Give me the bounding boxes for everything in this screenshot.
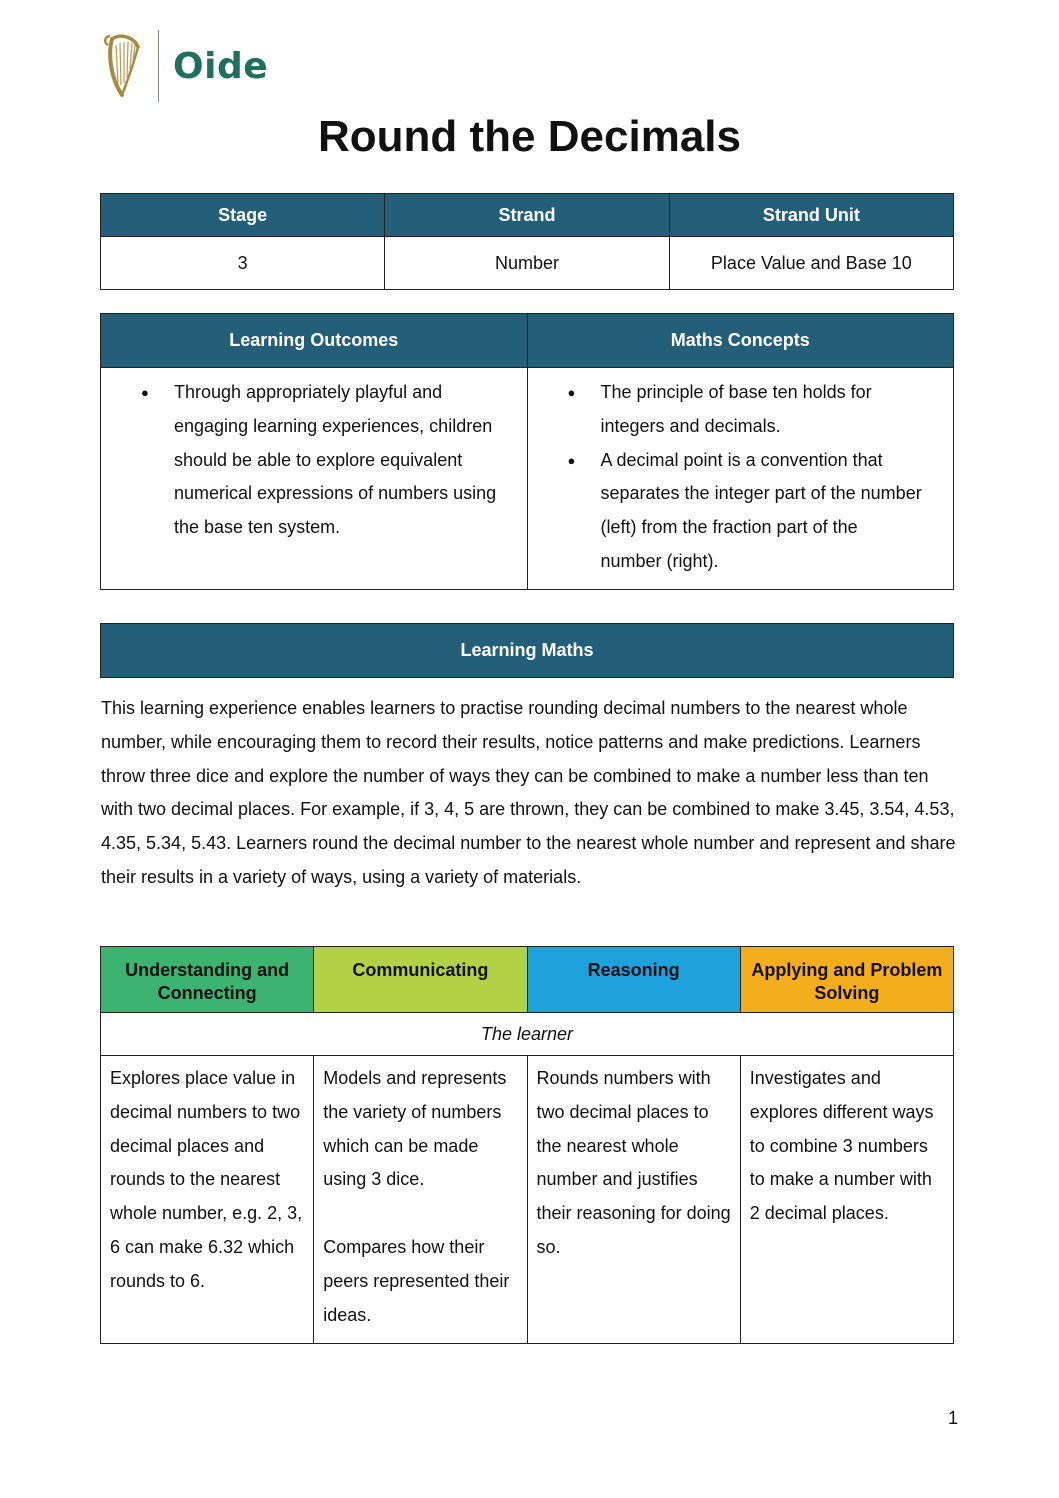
understanding-header: Understanding and Connecting <box>101 947 314 1013</box>
learning-outcome-item: ● Through appropriately playful and engaging learning experiences, children should be able to explore equivalent numerical expressions of numbers using the base ten system. <box>141 376 497 545</box>
strand-header: Strand <box>385 194 669 237</box>
page-number: 1 <box>947 1408 958 1428</box>
reasoning-header: Reasoning <box>527 947 740 1013</box>
communicating-text-2: Compares how their peers represented their ideas. <box>323 1236 510 1325</box>
learning-maths-paragraph: This learning experience enables learners to practise rounding decimal numbers to the nearest whole number, while encouraging them to record their results, notice patterns and make predictions. Learners throw three dice and explore the number of ways they can be combined to make a number less than ten with two decimal places. For example, if 3, 4, 5 are thrown, they can be combined to make 3.45, 3.54, 4.53, 4.35, 5.34, 5.43. Learners round the decimal number to the nearest whole number and represent and share their results in a variety of ways, using a variety of materials. <box>101 698 956 887</box>
communicating-header: Communicating <box>314 947 527 1013</box>
applying-header: Applying and Problem Solving <box>740 947 953 1013</box>
strand-unit-value: Place Value and Base 10 <box>669 237 953 290</box>
communicating-text-1: Models and represents the variety of numbers which can be made using 3 dice. <box>323 1068 507 1190</box>
outcomes-body-row <box>101 368 954 590</box>
page-title: Round the Decimals <box>318 112 741 161</box>
elements-header-row <box>101 947 954 1013</box>
learner-label: The learner <box>101 1013 954 1056</box>
learning-outcomes-header: Learning Outcomes <box>101 314 528 368</box>
strand-value: Number <box>385 237 669 290</box>
learning-maths-header: Learning Maths <box>101 624 954 678</box>
maths-concepts-cell <box>527 368 954 590</box>
learning-maths-banner <box>100 623 954 678</box>
maths-concept-item: ● A decimal point is a convention that separates the integer part of the number (left) from the fraction part of the number (right). <box>568 444 924 579</box>
maths-concepts-header: Maths Concepts <box>527 314 954 368</box>
elements-table <box>100 946 954 1344</box>
paragraph-gap <box>323 1197 518 1231</box>
overview-table <box>100 193 954 290</box>
applying-cell: Investigates and explores different ways to combine 3 numbers to make a number with 2 decimal places. <box>740 1056 953 1344</box>
strand-unit-header: Strand Unit <box>669 194 953 237</box>
outcomes-header-row <box>101 314 954 368</box>
overview-header-row <box>101 194 954 237</box>
stage-header: Stage <box>101 194 385 237</box>
reasoning-cell: Rounds numbers with two decimal places to the nearest whole number and justifies their reasoning for doing so. <box>527 1056 740 1344</box>
overview-value-row <box>101 237 954 290</box>
communicating-cell <box>314 1056 527 1344</box>
harp-icon <box>104 33 144 99</box>
stage-value: 3 <box>101 237 385 290</box>
learner-row <box>101 1013 954 1056</box>
logo-wordmark: Oide <box>173 45 269 87</box>
maths-concepts-list <box>568 376 924 579</box>
learning-outcomes-cell <box>101 368 528 590</box>
elements-body-row <box>101 1056 954 1344</box>
learning-maths-row <box>101 624 954 678</box>
outcomes-table <box>100 313 954 590</box>
learning-outcomes-list <box>141 376 497 545</box>
logo-divider <box>158 30 159 102</box>
oide-logo <box>104 30 268 102</box>
understanding-cell: Explores place value in decimal numbers to two decimal places and rounds to the nearest whole number, e.g. 2, 3, 6 can make 6.32 which rounds to 6. <box>101 1056 314 1344</box>
maths-concept-item: ● The principle of base ten holds for integers and decimals. <box>568 376 924 444</box>
